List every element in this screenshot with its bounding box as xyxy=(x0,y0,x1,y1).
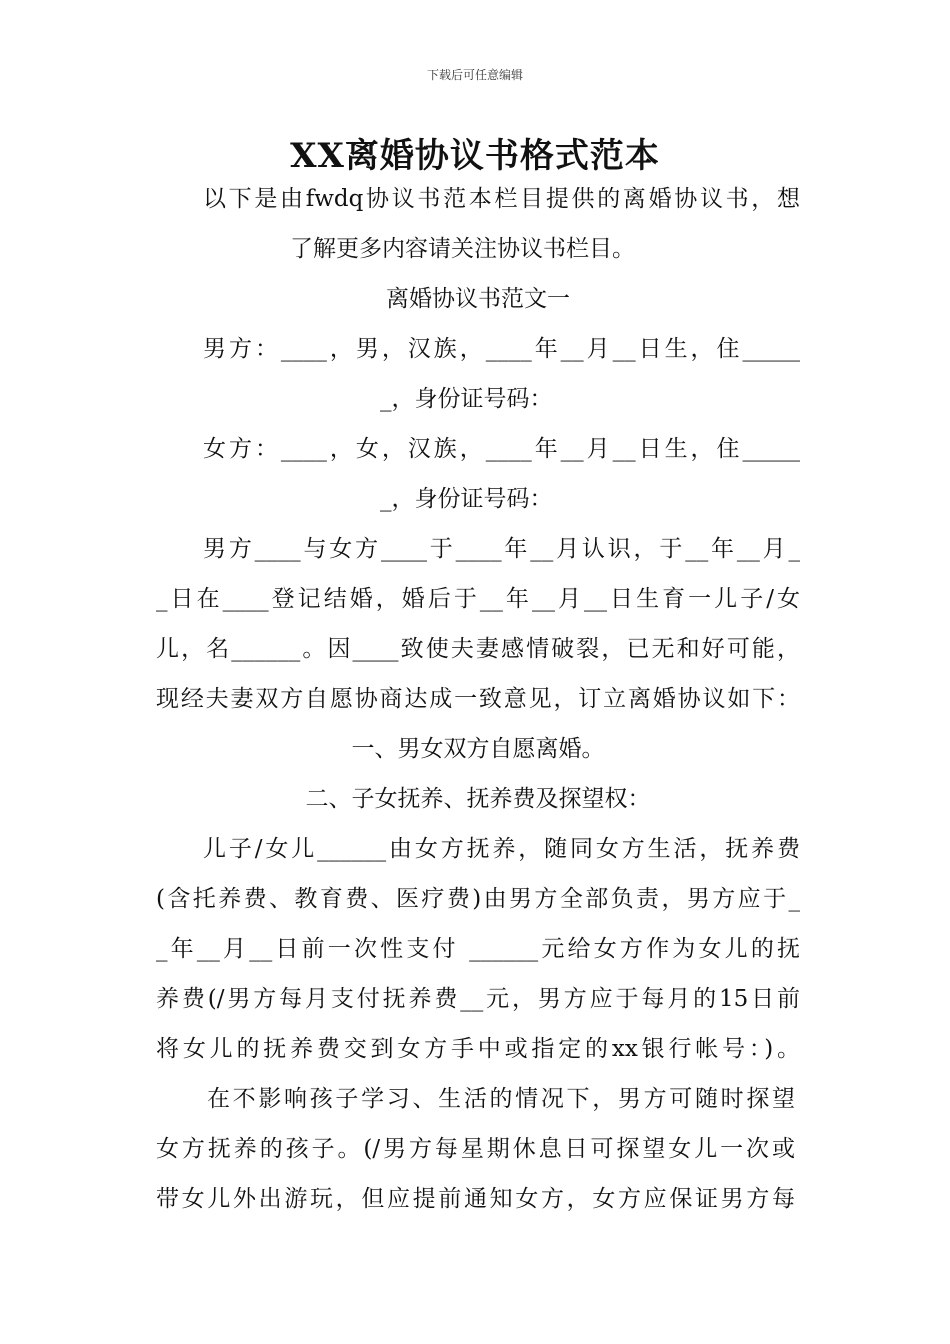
body-line: 女方抚养的孩子。(/男方每星期休息日可探望女儿一次或 xyxy=(156,1136,795,1162)
body-line: 养费(/男方每月支付抚养费__元，男方应于每月的15日前 xyxy=(156,986,800,1012)
body-line: _，身份证号码： xyxy=(380,486,553,512)
body-line: 将女儿的抚养费交到女方手中或指定的xx银行帐号：)。 xyxy=(156,1036,800,1062)
body-line: 男方：____，男，汉族，____年__月__日生，住_____ xyxy=(203,336,800,362)
body-line: 儿，名______。因____致使夫妻感情破裂，已无和好可能， xyxy=(156,636,800,662)
body-line: 在不影响孩子学习、生活的情况下，男方可随时探望 xyxy=(207,1086,795,1112)
document-title: XX离婚协议书格式范本 xyxy=(290,136,660,176)
body-line: _年__月__日前一次性支付 ______元给女方作为女儿的抚 xyxy=(156,936,800,962)
header-note: 下载后可任意编辑 xyxy=(426,68,523,82)
body-line: 带女儿外出游玩，但应提前通知女方，女方应保证男方每 xyxy=(156,1186,795,1212)
body-line: 儿子/女儿______由女方抚养，随同女方生活，抚养费 xyxy=(203,836,800,862)
body-line: 现经夫妻双方自愿协商达成一致意见，订立离婚协议如下： xyxy=(156,686,800,712)
section-heading: 一、男女双方自愿离婚。 xyxy=(351,736,605,762)
body-line: _，身份证号码： xyxy=(380,386,553,412)
body-line: _日在____登记结婚，婚后于__年__月__日生育一儿子/女 xyxy=(156,586,800,612)
section-heading: 二、子女抚养、抚养费及探望权： xyxy=(305,786,651,812)
section-heading: 离婚协议书范文一 xyxy=(386,286,570,312)
body-line: 以下是由fwdq协议书范本栏目提供的离婚协议书，想 xyxy=(203,186,800,212)
body-line: 女方：____，女，汉族，____年__月__日生，住_____ xyxy=(203,436,800,462)
body-line: 了解更多内容请关注协议书栏目。 xyxy=(290,236,635,262)
body-line: (含托养费、教育费、医疗费)由男方全部负责，男方应于_ xyxy=(156,886,800,912)
body-line: 男方____与女方____于____年__月认识，于__年__月_ xyxy=(203,536,800,562)
